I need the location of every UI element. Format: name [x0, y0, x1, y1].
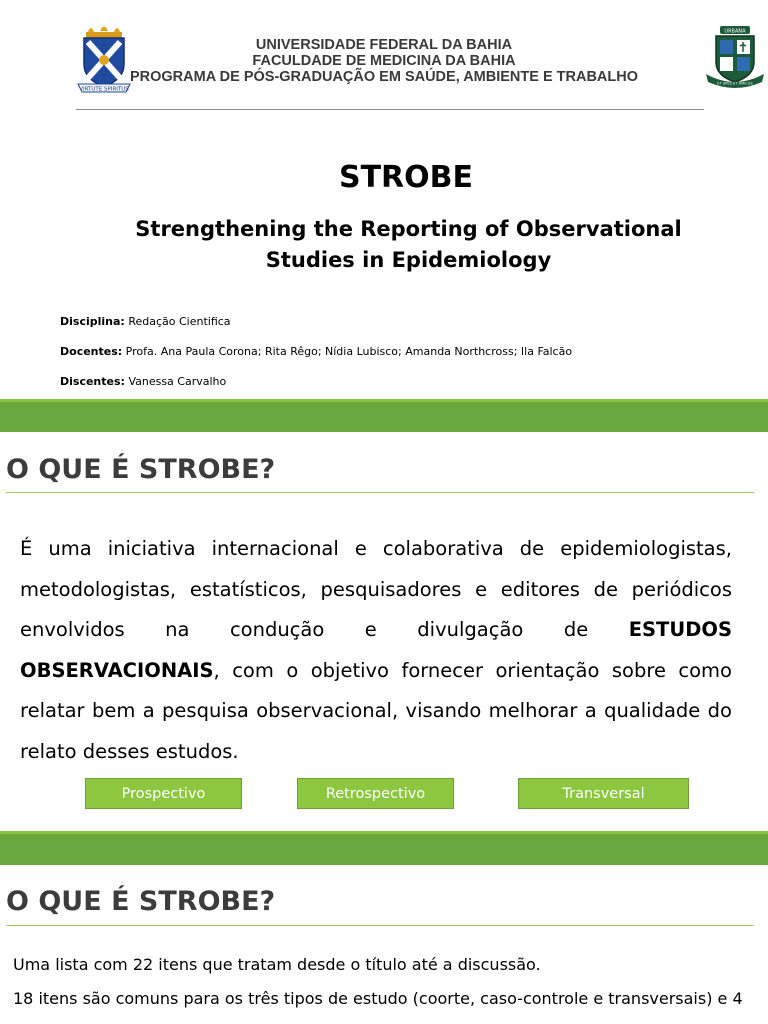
- university-name: UNIVERSIDADE FEDERAL DA BAHIA: [255, 37, 513, 53]
- page-title: STROBE: [338, 160, 474, 195]
- meta-disciplina-value: Redação Cientifica: [128, 315, 231, 328]
- meta-discentes-value: Vanessa Carvalho: [128, 375, 227, 388]
- meta-docentes-value: Profa. Ana Paula Corona; Rita Rêgo; Nídia Lubisco; Amanda Northcross; Ila Falcão: [125, 345, 573, 358]
- tag-transversal: Transversal: [518, 778, 689, 809]
- list-line-2: 18 itens são comuns para os três tipos de estudo (coorte, caso-controle e transversais) e 4: [13, 989, 743, 1008]
- list-line-1: Uma lista com 22 itens que tratam desde o título até a discussão.: [13, 955, 541, 974]
- section-heading-2: O QUE É STROBE?: [6, 886, 276, 917]
- meta-disciplina: [60, 315, 231, 328]
- header-divider: [76, 109, 704, 110]
- meta-disciplina-label: Disciplina:: [60, 315, 125, 328]
- tag-retrospectivo: Retrospectivo: [297, 778, 454, 809]
- section-paragraph: [20, 529, 732, 772]
- fameb-logo-motto: ET SPES ET AMICUS: [717, 81, 753, 86]
- tag-prospectivo: Prospectivo: [85, 778, 242, 809]
- section-heading: O QUE É STROBE?: [6, 454, 276, 485]
- slide-separator-2: [0, 834, 768, 865]
- meta-discentes-label: Discentes:: [60, 375, 125, 388]
- program-name: PROGRAMA DE PÓS-GRADUAÇÃO EM SAÚDE, AMBIENTE E TRABALHO: [129, 69, 639, 85]
- faculty-name: FACULDADE DE MEDICINA DA BAHIA: [252, 53, 516, 69]
- section-heading-rule: [6, 492, 754, 493]
- slide-separator: [0, 402, 768, 432]
- meta-discentes: [60, 375, 226, 388]
- paragraph-text-start: É uma iniciativa internacional e colaborativa de epidemiologistas, metodologistas, estatísticos, pesquisadores e editores de periódicos envolvidos na condução e divulgação de: [20, 537, 732, 641]
- section-heading-rule-2: [6, 925, 754, 926]
- meta-docentes: [60, 345, 572, 358]
- fameb-logo: [704, 24, 766, 90]
- page-subtitle: Strengthening the Reporting of Observational Studies in Epidemiology: [135, 217, 682, 272]
- ufba-logo-motto: VIRTUTE SPIRITUS: [79, 86, 129, 93]
- meta-docentes-label: Docentes:: [60, 345, 123, 358]
- paragraph-highlight: ESTUDOS OBSERVACIONAIS: [20, 618, 732, 682]
- paragraph-text-end: , com o objetivo fornecer orientação sobre como relatar bem a pesquisa observacional, visando melhorar a qualidade do relato desses estudos.: [20, 658, 732, 763]
- fameb-logo-banner: URBANA: [724, 28, 746, 35]
